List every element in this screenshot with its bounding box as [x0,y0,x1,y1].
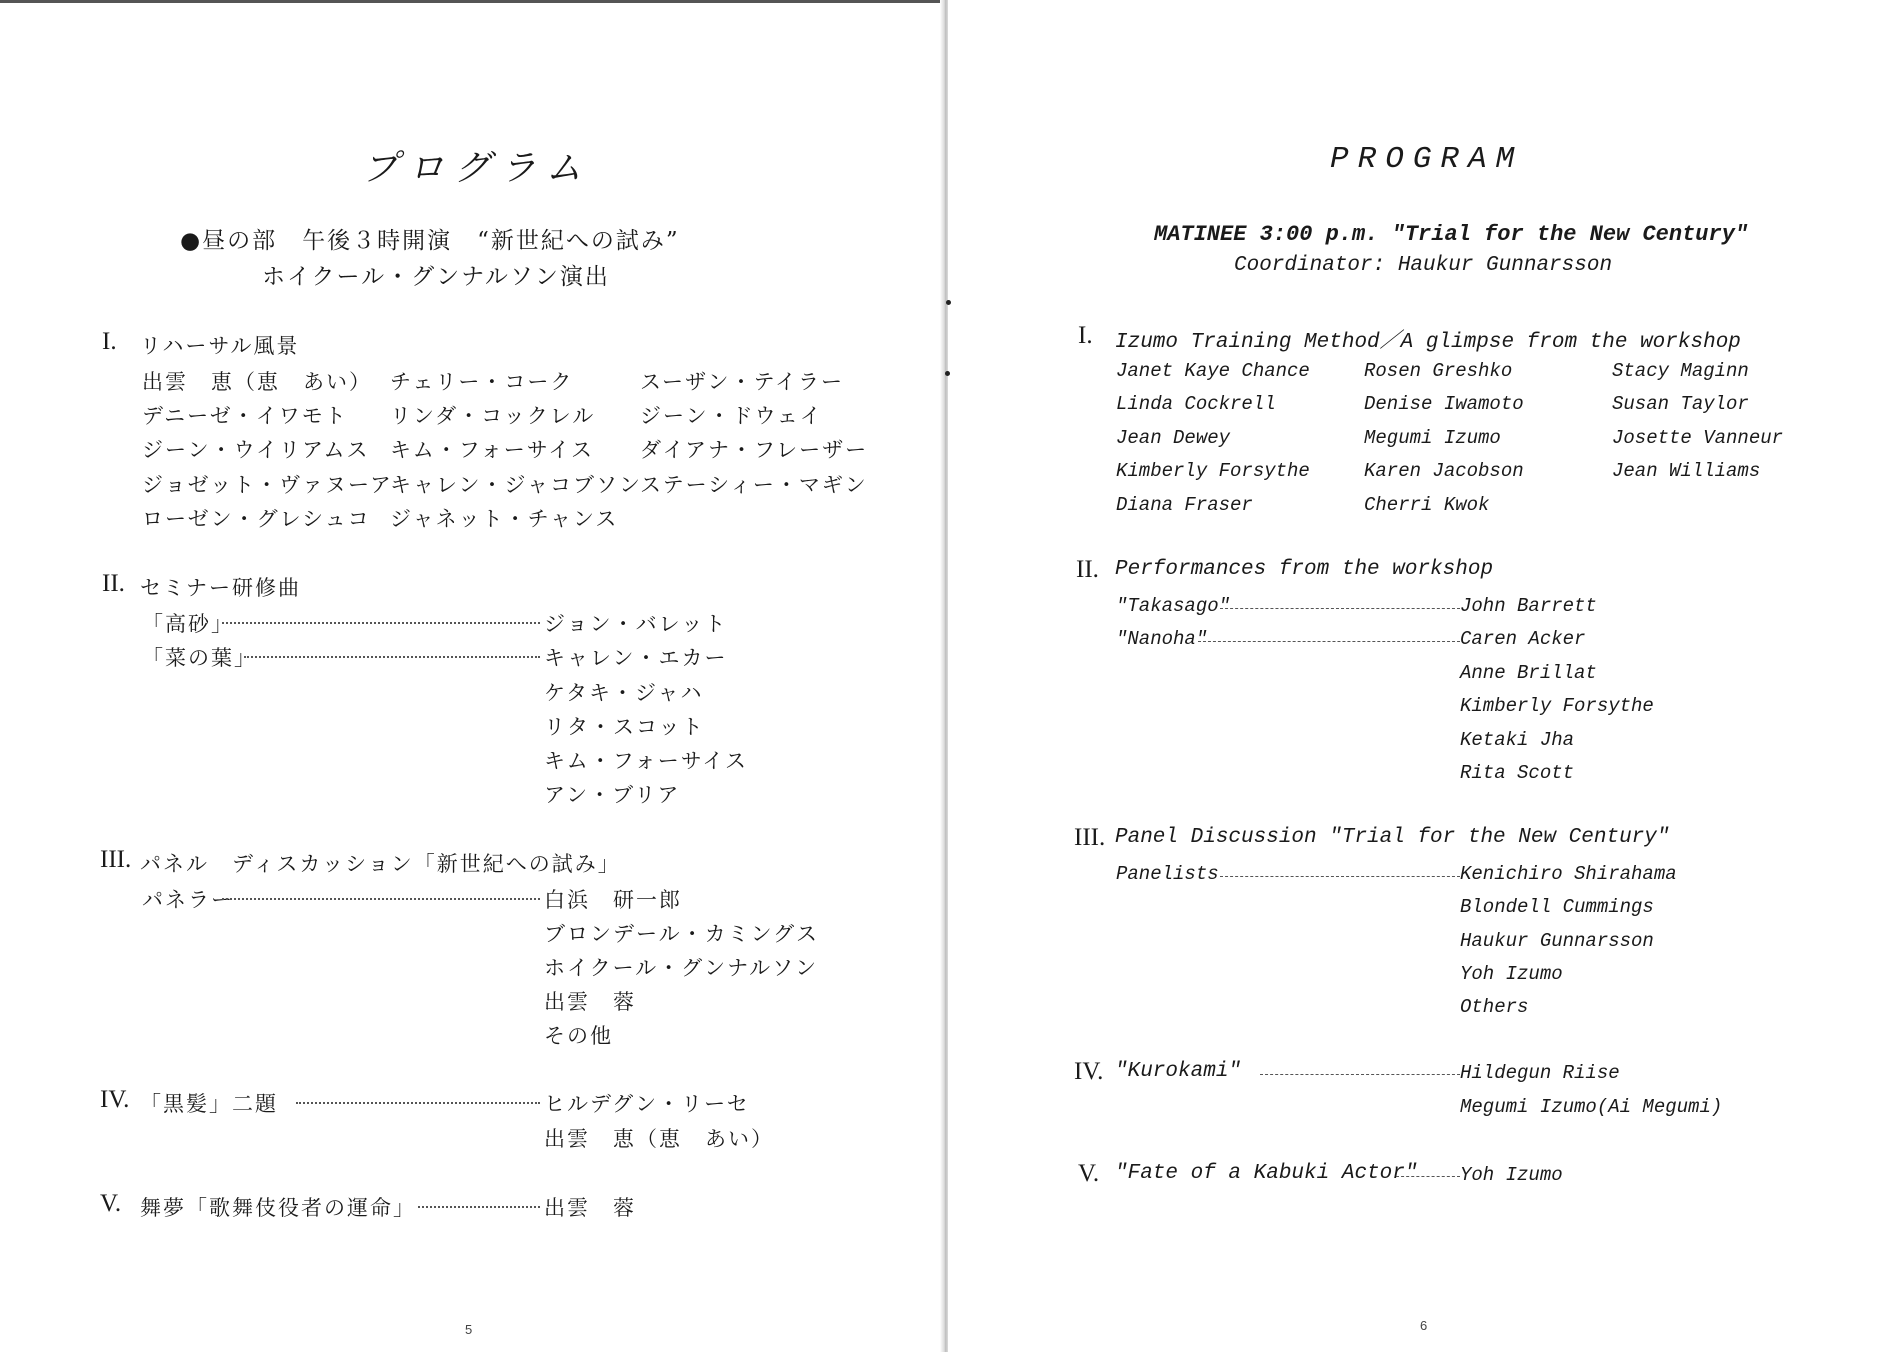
section-5-number: V. [100,1190,122,1217]
cast-name: Karen Jacobson [1364,460,1524,482]
cast-name: Jean Williams [1612,460,1761,482]
page-number: 5 [465,1322,473,1337]
section-5-title: 舞夢「歌舞伎役者の運命」 [140,1196,416,1220]
page-title: プログラム [362,148,592,189]
panelist-label: パネラー [142,888,234,912]
performer-name: Megumi Izumo(Ai Megumi) [1460,1096,1723,1118]
cast-name: Josette Vanneur [1612,427,1784,449]
cast-name: リンダ・コックレル [390,404,596,428]
section-3-number: III. [1074,824,1106,851]
section-5-title: "Fate of a Kabuki Actor" [1115,1162,1418,1185]
cast-name: ステーシィー・マギン [640,473,868,497]
panelist-label: Panelists [1116,863,1219,885]
program-heading-coordinator: Coordinator: Haukur Gunnarsson [1234,254,1613,277]
cast-name: チェリー・コーク [390,370,574,394]
section-2-number: II. [1076,556,1099,583]
section-2-number: II. [102,570,125,597]
cast-name: Janet Kaye Chance [1116,360,1310,382]
program-heading-time: ●昼の部 午後３時開演 “新世紀への試み” [180,228,680,254]
piece-label: "Takasago" [1116,595,1231,617]
cast-name: Rosen Greshko [1364,360,1513,382]
performer-name: Yoh Izumo [1460,1164,1563,1186]
performer-name: Caren Acker [1460,628,1586,650]
cast-name: Denise Iwamoto [1364,393,1524,415]
performer-name: キャレン・エカー [544,646,728,670]
dotted-leader [222,898,540,900]
performer-name: Rita Scott [1460,762,1575,784]
performer-name: 出雲 蓉 [544,1196,636,1220]
piece-label: 「菜の葉」 [142,646,257,670]
cast-name: ジャネット・チャンス [390,507,619,531]
section-3-title: パネル ディスカッション「新世紀への試み」 [140,852,621,876]
panelist-name: Others [1460,996,1529,1018]
program-heading-director: ホイクール・グンナルソン演出 [262,264,610,290]
dotted-leader [418,1206,540,1208]
panelist-name: 出雲 蓉 [544,990,636,1014]
program-heading-time: MATINEE 3:00 p.m. "Trial for the New Century" [1154,222,1749,247]
binding-mark [945,371,950,376]
panelist-name: Yoh Izumo [1460,963,1563,985]
section-4-number: IV. [1074,1058,1104,1085]
performer-name: ジョン・バレット [544,612,728,636]
section-1-number: I. [102,328,117,355]
cast-name: Susan Taylor [1612,393,1749,415]
right-page-english [948,0,1890,1352]
dotted-leader [244,656,540,658]
panelist-name: ホイクール・グンナルソン [544,956,819,980]
cast-name: Kimberly Forsythe [1116,460,1310,482]
dashed-leader [1220,608,1460,609]
section-1-title: Izumo Training Method／A glimpse from the workshop [1115,331,1741,354]
cast-name: ジーン・ウイリアムス [142,438,370,462]
performer-name: Kimberly Forsythe [1460,695,1654,717]
cast-name: Stacy Maginn [1612,360,1749,382]
section-1-title: リハーサル風景 [140,334,300,358]
cast-name: ローゼン・グレシュコ [142,507,371,531]
performer-name: ケタキ・ジャハ [544,681,704,705]
page-title: PROGRAM [1330,142,1524,177]
performer-name: 出雲 恵（恵 あい） [544,1127,774,1151]
dashed-leader [1198,641,1460,642]
cast-name: 出雲 恵（恵 あい） [142,370,372,394]
performer-name: Ketaki Jha [1460,729,1575,751]
piece-label: "Nanoha" [1116,628,1208,650]
performer-name: John Barrett [1460,595,1597,617]
section-1-number: I. [1078,322,1093,349]
piece-label: 「高砂」 [142,612,234,636]
cast-name: Jean Dewey [1116,427,1231,449]
cast-name: Diana Fraser [1116,494,1253,516]
cast-name: ジーン・ドウェイ [640,404,823,428]
section-4-title: 「黒髪」二題 [140,1092,278,1116]
section-3-number: III. [100,846,132,873]
panelist-name: Kenichiro Shirahama [1460,863,1677,885]
panelist-name: その他 [544,1024,613,1048]
cast-name: ダイアナ・フレーザー [640,438,869,462]
section-3-title: Panel Discussion "Trial for the New Century" [1115,826,1670,849]
dashed-leader [1396,1176,1460,1177]
panelist-name: Haukur Gunnarsson [1460,930,1654,952]
performer-name: アン・ブリア [544,783,681,807]
panelist-name: 白浜 研一郎 [544,888,682,912]
performer-name: Hildegun Riise [1460,1062,1620,1084]
section-5-number: V. [1078,1160,1100,1187]
page-number: 6 [1420,1318,1428,1333]
panelist-name: Blondell Cummings [1460,896,1654,918]
performer-name: ヒルデグン・リーセ [544,1092,750,1116]
cast-name: ジョゼット・ヴァヌーア [142,473,393,497]
section-4-title: "Kurokami" [1115,1060,1242,1083]
cast-name: キャレン・ジャコブソン [390,473,643,497]
dotted-leader [296,1102,540,1104]
cast-name: Cherri Kwok [1364,494,1490,516]
left-page-japanese [0,0,944,1352]
panelist-name: ブロンデール・カミングス [544,922,819,946]
dotted-leader [222,622,540,624]
cast-name: Linda Cockrell [1116,393,1276,415]
cast-name: スーザン・テイラー [640,370,845,394]
cast-name: デニーゼ・イワモト [142,404,348,428]
dashed-leader [1220,876,1460,877]
dashed-leader [1260,1074,1460,1075]
section-2-title: Performances from the workshop [1115,558,1494,581]
performer-name: Anne Brillat [1460,662,1597,684]
performer-name: リタ・スコット [544,715,705,739]
cast-name: Megumi Izumo [1364,427,1501,449]
performer-name: キム・フォーサイス [544,749,749,773]
section-2-title: セミナー研修曲 [140,576,301,600]
page-top-edge [0,0,944,3]
cast-name: キム・フォーサイス [390,438,595,462]
binding-mark [946,300,951,305]
section-4-number: IV. [100,1086,130,1113]
